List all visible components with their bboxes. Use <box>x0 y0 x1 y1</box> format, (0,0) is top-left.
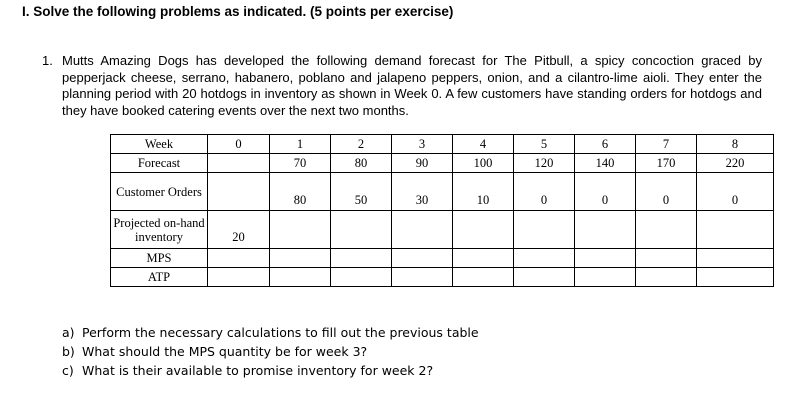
table-cell: 0 <box>697 173 774 211</box>
table-cell: 90 <box>392 154 453 173</box>
table-cell <box>697 268 774 287</box>
question-text: Perform the necessary calculations to fill out the previous table <box>82 325 479 340</box>
table-cell <box>392 268 453 287</box>
table-cell: 6 <box>575 135 636 154</box>
section-heading: I. Solve the following problems as indicated. (5 points per exercise) <box>22 4 454 19</box>
table-cell <box>331 268 392 287</box>
table-cell <box>208 173 270 211</box>
table-cell: 80 <box>331 154 392 173</box>
table-cell <box>392 249 453 268</box>
table-cell <box>575 211 636 249</box>
problem-text: Mutts Amazing Dogs has developed the following demand forecast for The Pitbull, a spicy concoction graced by pepperjack cheese, serrano, habanero, poblano and jalapeno peppers, onion, and a cilantro-lime aioli. They enter the planning period with 20 hotdogs in inventory as shown in Week 0. A few customers have standing orders for hotdogs and they have booked catering events over the next two months. <box>62 53 762 118</box>
table-cell: 3 <box>392 135 453 154</box>
problem-number: 1. <box>42 53 53 68</box>
table-cell <box>208 268 270 287</box>
mps-table <box>110 134 774 287</box>
row-label: Forecast <box>111 154 208 173</box>
table-cell <box>208 154 270 173</box>
table-cell <box>514 268 575 287</box>
problem-statement <box>44 53 762 119</box>
table-cell: 5 <box>514 135 575 154</box>
table-cell: 10 <box>453 173 514 211</box>
table-cell <box>392 211 453 249</box>
question-b <box>62 342 479 361</box>
row-label: Week <box>111 135 208 154</box>
table-cell: 0 <box>636 173 697 211</box>
table-cell: 100 <box>453 154 514 173</box>
question-a <box>62 323 479 342</box>
table-cell <box>453 268 514 287</box>
table-row-week <box>111 135 774 154</box>
table-cell <box>697 249 774 268</box>
table-cell <box>270 249 331 268</box>
question-label: a) <box>62 325 75 340</box>
table-cell: 50 <box>331 173 392 211</box>
table-cell: 0 <box>208 135 270 154</box>
question-label: b) <box>62 344 75 359</box>
table-cell: 70 <box>270 154 331 173</box>
table-cell: 0 <box>575 173 636 211</box>
row-label: ATP <box>111 268 208 287</box>
row-label: Projected on-hand inventory <box>111 211 208 249</box>
table-cell <box>270 211 331 249</box>
table-cell <box>331 211 392 249</box>
table-row-atp <box>111 268 774 287</box>
table-cell <box>331 249 392 268</box>
table-cell: 1 <box>270 135 331 154</box>
table-cell <box>453 211 514 249</box>
table-cell <box>636 268 697 287</box>
table-cell: 80 <box>270 173 331 211</box>
table-cell <box>636 211 697 249</box>
question-list <box>62 323 479 380</box>
row-label: MPS <box>111 249 208 268</box>
table-cell <box>453 249 514 268</box>
table-cell <box>514 211 575 249</box>
table-cell: 170 <box>636 154 697 173</box>
table-cell: 140 <box>575 154 636 173</box>
table-cell <box>514 249 575 268</box>
table-row-customer-orders <box>111 173 774 211</box>
table-cell: 220 <box>697 154 774 173</box>
table-cell <box>636 249 697 268</box>
table-cell <box>208 249 270 268</box>
row-label: Customer Orders <box>111 173 208 211</box>
table-cell: 20 <box>208 211 270 249</box>
table-cell <box>575 268 636 287</box>
table-cell <box>270 268 331 287</box>
table-row-forecast <box>111 154 774 173</box>
table-cell <box>575 249 636 268</box>
table-cell: 120 <box>514 154 575 173</box>
table-cell: 7 <box>636 135 697 154</box>
question-text: What should the MPS quantity be for week 3? <box>82 344 368 359</box>
table-cell: 30 <box>392 173 453 211</box>
table-cell: 0 <box>514 173 575 211</box>
question-c <box>62 361 479 380</box>
question-text: What is their available to promise inventory for week 2? <box>82 363 434 378</box>
table-cell: 2 <box>331 135 392 154</box>
table-cell: 8 <box>697 135 774 154</box>
question-label: c) <box>62 363 74 378</box>
table-row-mps <box>111 249 774 268</box>
table-cell: 4 <box>453 135 514 154</box>
table-row-projected-on-hand <box>111 211 774 249</box>
table-cell <box>697 211 774 249</box>
